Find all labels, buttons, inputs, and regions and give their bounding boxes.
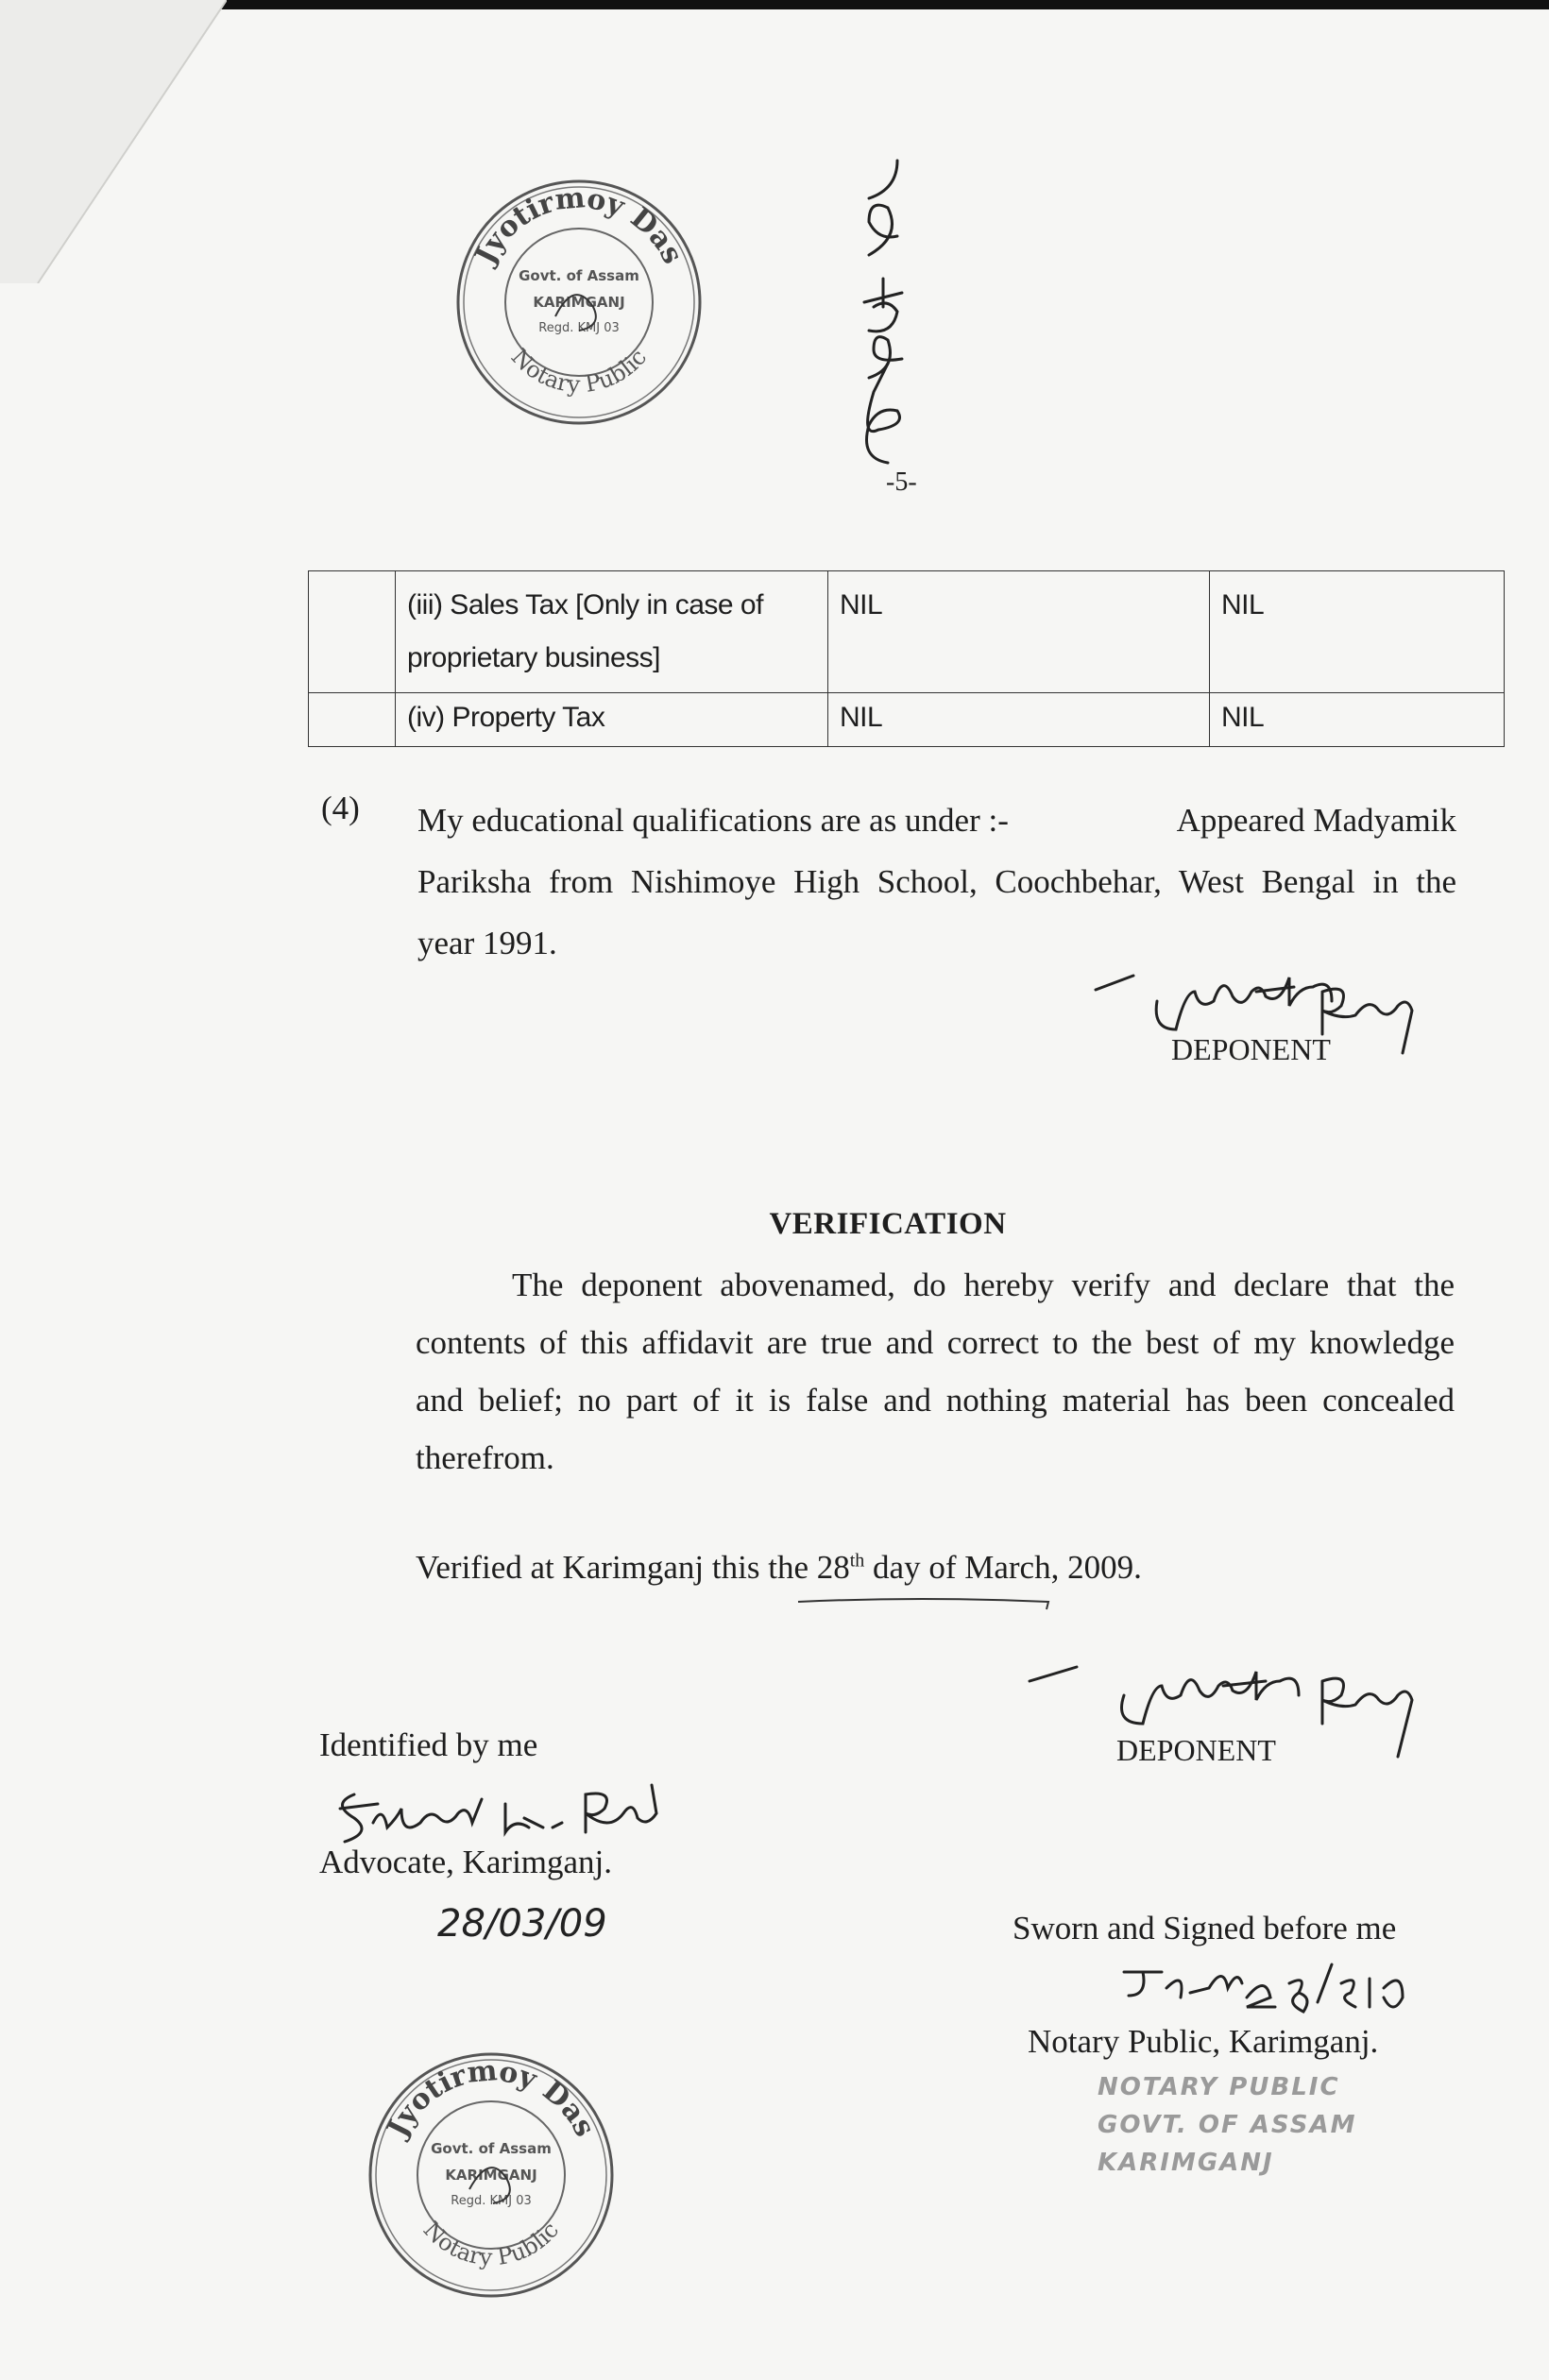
handwritten-underline [793,1594,1058,1613]
education-value-start: Appeared Madyamik [1176,802,1456,839]
deponent-label-2: DEPONENT [1116,1733,1276,1767]
table-cell-value: NIL [828,571,1210,693]
table-row [309,571,1505,693]
advocate-date-handwritten [430,1889,694,1955]
paragraph-number: (4) [321,790,360,826]
notary-initials-signature [1115,1955,1436,2026]
identified-label: Identified by me [319,1726,538,1763]
notary-seal-bottom [364,2048,619,2303]
page-number: -5- [886,468,917,497]
table-cell-item: (iii) Sales Tax [Only in case of proprietary business] [396,571,828,693]
advocate-role: Advocate, Karimganj. [319,1844,613,1880]
deponent-signature-vertical [831,142,945,482]
education-label: My educational qualifications are as under :- [417,802,1009,839]
education-value-rest: Pariksha from Nishimoye High School, Coochbehar, West Bengal in the [417,863,1456,900]
education-value-end: year 1991. [417,925,557,961]
seal-name: Jyotirmoy Das [468,181,689,270]
table-cell-value: NIL [828,693,1210,747]
page-fold-shadow [0,0,227,283]
svg-text:KARIMGANJ: KARIMGANJ [533,294,625,311]
seal-title: Notary Public [505,343,653,399]
notary-rubber-stamp: NOTARY PUBLIC GOVT. OF ASSAM KARIMGANJ [1098,2073,1357,2177]
svg-text:Govt. of Assam: Govt. of Assam [431,2140,552,2157]
table-cell-item: (iv) Property Tax [396,693,828,747]
advocate-signature [326,1776,704,1851]
svg-text:Jyotirmoy Das [468,181,689,272]
seal-title: Notary Public [417,2216,565,2271]
scan-top-border [0,0,1549,9]
table-cell-serial [309,571,396,693]
table-cell-serial [309,693,396,747]
verification-line: and belief; no part of it is false and nothing material has been concealed [416,1382,1455,1419]
table-cell-value: NIL [1210,571,1505,693]
svg-text:Regd. KMJ 03: Regd. KMJ 03 [538,321,620,335]
svg-text:Jyotirmoy Das [380,2054,602,2145]
svg-text:Notary Public [418,2217,564,2270]
notary-title: Notary Public, Karimganj. [1028,2023,1379,2060]
table-cell-value: NIL [1210,693,1505,747]
verified-at-line: Verified at Karimganj this the 28th day of March, 2009. [416,1549,1142,1586]
notary-seal-top [451,175,706,430]
deponent-label-1: DEPONENT [1171,1032,1331,1066]
sworn-label: Sworn and Signed before me [1013,1910,1397,1946]
tax-table [308,570,1505,747]
svg-text:28/03/09: 28/03/09 [437,1902,607,1946]
verification-line: contents of this affidavit are true and correct to the best of my knowledge [416,1324,1455,1361]
verification-title: VERIFICATION [769,1207,1007,1241]
seal-name: Jyotirmoy Das [381,2054,602,2143]
verification-line: The deponent abovenamed, do hereby verify and declare that the [512,1266,1455,1303]
table-row [309,693,1505,747]
education-paragraph [417,790,1456,974]
svg-text:Govt. of Assam: Govt. of Assam [519,267,639,284]
verification-body [416,1256,1455,1487]
svg-text:Notary Public [506,344,652,398]
verification-line: therefrom. [416,1439,554,1476]
svg-text:Regd. KMJ 03: Regd. KMJ 03 [451,2194,532,2208]
svg-text:KARIMGANJ: KARIMGANJ [445,2167,537,2184]
